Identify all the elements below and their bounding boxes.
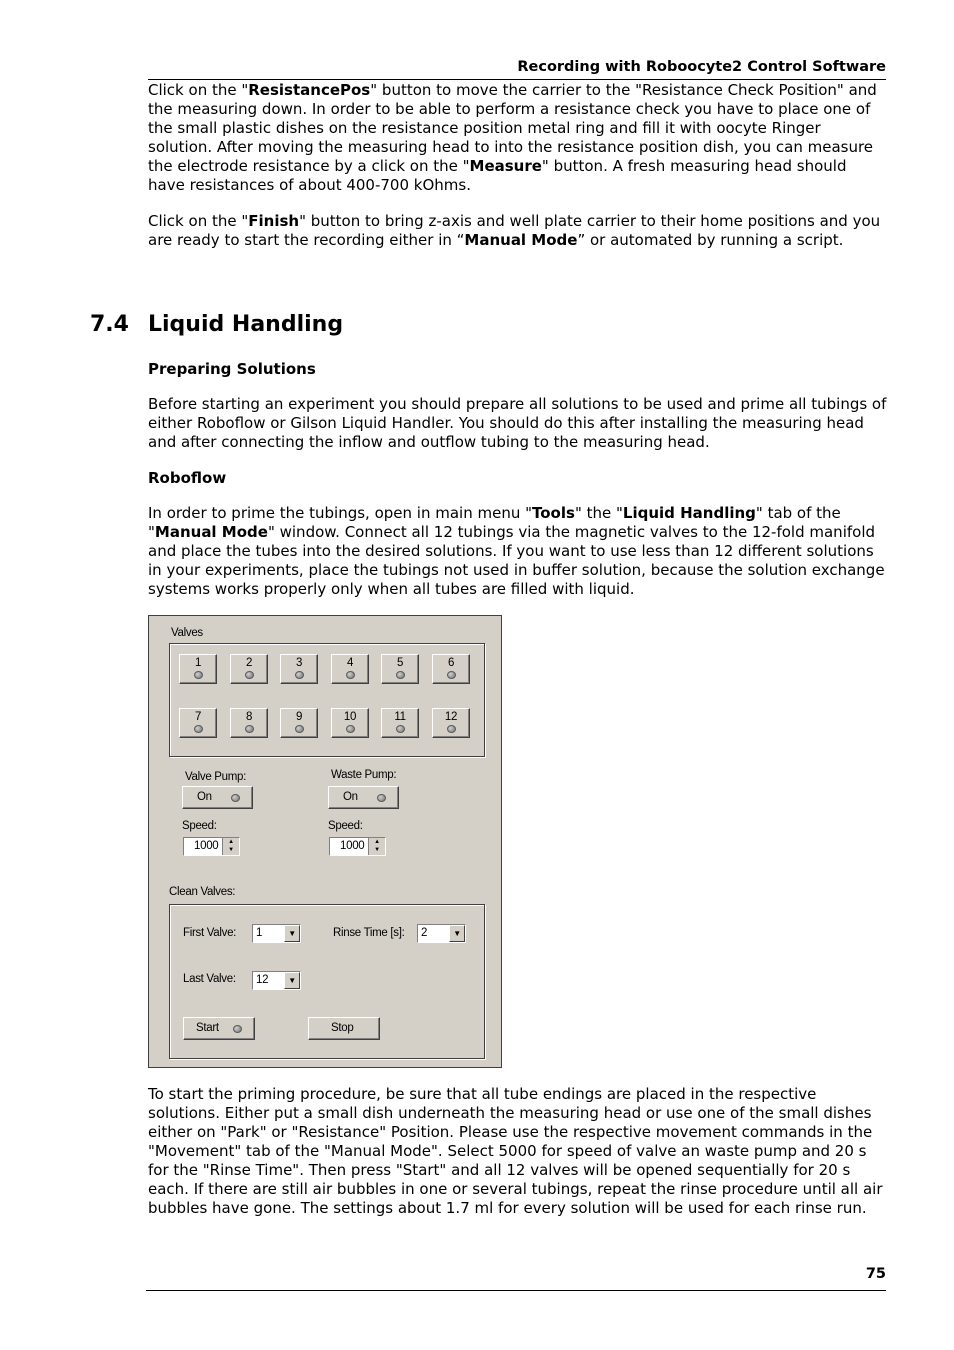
manual-mode-term: Manual Mode (154, 523, 268, 541)
roboflow-paragraph: In order to prime the tubings, open in main menu "Tools" the "Liquid Handling" tab of the "Manual Mode" window. Connect all 12 tubings via the magnetic valves to the 12-fold manifold and place the tubes into the desired solutions. If you want to use less than 12 different solutions in your experiments, place the tubings not used in buffer solution, because the solution exchange systems works properly only when all tubes are filled with liquid. (148, 504, 885, 598)
resistancepos-term: ResistancePos (248, 81, 371, 99)
clean-stop-button[interactable]: Stop (308, 1017, 380, 1040)
valve-indicator-icon (346, 725, 355, 733)
running-header (148, 57, 886, 80)
header-title: Recording with Roboocyte2 Control Software (517, 59, 886, 75)
valve-indicator-icon (396, 671, 405, 679)
valves-label: Valves (171, 627, 203, 639)
valve-button-4[interactable]: 4 (331, 654, 369, 684)
valve-indicator-icon (396, 725, 405, 733)
tools-term: Tools (532, 504, 575, 522)
rinse-time-label: Rinse Time [s]: (333, 927, 405, 939)
valve-indicator-icon (245, 725, 254, 733)
spinner-arrows-icon[interactable]: ▲ ▼ (368, 838, 385, 855)
clean-valves-label: Clean Valves: (169, 886, 236, 898)
valve-button-12[interactable]: 12 (432, 708, 470, 738)
start-indicator-icon (233, 1025, 242, 1033)
preparing-paragraph: Before starting an experiment you should prepare all solutions to be used and prime all tubings of either Roboflow or Gilson Liquid Handler. You should do this after installing the measuring head and after connecting the inflow and outflow tubing to the measuring head. (148, 395, 887, 451)
section-heading (90, 312, 343, 337)
waste-pump-speed-spinner[interactable]: 1000 ▲ ▼ (329, 837, 386, 856)
manual-mode-term: Manual Mode (464, 231, 578, 249)
roboflow-heading: Roboflow (148, 469, 227, 487)
valve-pump-label: Valve Pump: (185, 771, 247, 783)
waste-pump-on-button[interactable]: On (328, 786, 399, 809)
valve-button-7[interactable]: 7 (179, 708, 217, 738)
valve-button-2[interactable]: 2 (230, 654, 268, 684)
section-number: 7.4 (90, 312, 129, 337)
valve-pump-speed-spinner[interactable]: 1000 ▲ ▼ (183, 837, 240, 856)
valve-button-9[interactable]: 9 (280, 708, 318, 738)
valve-indicator-icon (346, 671, 355, 679)
clean-valves-group (169, 904, 485, 1059)
intro-paragraph-2: Click on the "Finish" button to bring z-axis and well plate carrier to their home positions and you are ready to start the recording either in “Manual Mode” or automated by running a script. (148, 212, 881, 249)
intro-paragraph-1: Click on the "ResistancePos" button to move the carrier to the "Resistance Check Position" and the measuring down. In order to be able to perform a resistance check you have to place one of the small plastic dishes on the resistance position metal ring and fill it with oocyte Ringer solution. After moving the measuring head to into the resistance position dish, you can measure the electrode resistance by a click on the "Measure" button. A fresh measuring head should have resistances of about 400-700 kOhms. (148, 81, 877, 194)
valve-pump-speed-label: Speed: (182, 820, 217, 832)
valve-button-1[interactable]: 1 (179, 654, 217, 684)
first-valve-select[interactable]: 1 ▼ (252, 924, 301, 943)
valve-button-3[interactable]: 3 (280, 654, 318, 684)
waste-pump-label: Waste Pump: (331, 769, 397, 781)
valve-button-6[interactable]: 6 (432, 654, 470, 684)
valve-indicator-icon (194, 671, 203, 679)
measure-term: Measure (469, 157, 542, 175)
valve-button-11[interactable]: 11 (381, 708, 419, 738)
dropdown-arrow-icon[interactable]: ▼ (284, 925, 300, 942)
page-footer (146, 1266, 886, 1291)
spinner-arrows-icon[interactable]: ▲ ▼ (222, 838, 239, 855)
valve-button-10[interactable]: 10 (331, 708, 369, 738)
page-number: 75 (865, 1266, 886, 1282)
valve-indicator-icon (194, 725, 203, 733)
liquid-handling-panel (148, 615, 502, 1068)
last-valve-select[interactable]: 12 ▼ (252, 971, 301, 990)
first-valve-label: First Valve: (183, 927, 237, 939)
pump-indicator-icon (231, 794, 240, 802)
closing-paragraph: To start the priming procedure, be sure that all tube endings are placed in the respective solutions. Either put a small dish underneath the measuring head or use one of the small dishes either on "Park" or "Resistance" Position. Please use the respective movement commands in the "Movement" tab of the "Manual Mode". Select 5000 for speed of valve an waste pump and 20 s for the "Rinse Time". Then press "Start" and all 12 valves will be opened sequentially for 20 s each. If there are still air bubbles in one or several tubings, repeat the rinse procedure until all air bubbles have gone. The settings about 1.7 ml for every solution will be used for each rinse run. (148, 1085, 883, 1217)
waste-pump-speed-label: Speed: (328, 820, 363, 832)
valve-indicator-icon (295, 725, 304, 733)
valve-indicator-icon (447, 671, 456, 679)
clean-start-button[interactable]: Start (183, 1017, 255, 1040)
pump-indicator-icon (377, 794, 386, 802)
finish-term: Finish (248, 212, 300, 230)
rinse-time-select[interactable]: 2 ▼ (417, 924, 466, 943)
section-title: Liquid Handling (148, 312, 344, 337)
last-valve-label: Last Valve: (183, 973, 236, 985)
liquid-handling-term: Liquid Handling (622, 504, 756, 522)
valve-indicator-icon (295, 671, 304, 679)
dropdown-arrow-icon[interactable]: ▼ (284, 972, 300, 989)
valve-button-8[interactable]: 8 (230, 708, 268, 738)
valve-indicator-icon (245, 671, 254, 679)
valve-indicator-icon (447, 725, 456, 733)
dropdown-arrow-icon[interactable]: ▼ (449, 925, 465, 942)
valve-pump-on-button[interactable]: On (182, 786, 253, 809)
valve-button-5[interactable]: 5 (381, 654, 419, 684)
valves-group (169, 643, 485, 757)
preparing-heading: Preparing Solutions (148, 360, 316, 378)
